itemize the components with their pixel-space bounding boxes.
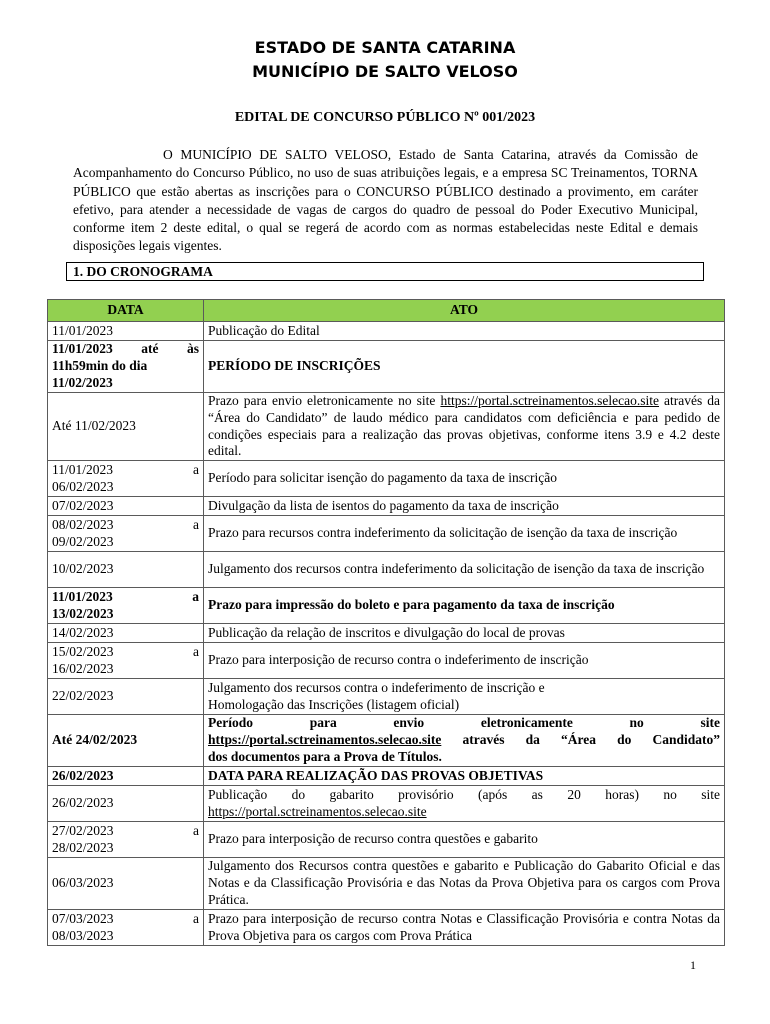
row-date: 22/02/2023 [48,679,204,715]
row-act: Publicação do Edital [204,322,725,341]
row-act: Período para solicitar isenção do pagamento da taxa de inscrição [204,461,725,497]
row-date: 26/02/2023 [48,786,204,822]
date-time: 11h59min do dia [52,358,148,374]
row-act: Prazo para envio eletronicamente no site https://portal.sctreinamentos.selecao.site através da “Área do Candidato” de laudo médico para candidatos com deficiência e para pedido de condições especiais para a realização das provas objetivas, conforme itens 3.9 e 4.2 deste edital. [204,393,725,461]
header-date: DATA [48,300,204,322]
date-connector: às [186,341,199,357]
table-row [48,393,725,461]
row-date [48,341,204,393]
row-act: PERÍODO DE INSCRIÇÕES [204,341,725,393]
row-date: 14/02/2023 [48,624,204,643]
row-act: DATA PARA REALIZAÇÃO DAS PROVAS OBJETIVAS [204,767,725,786]
row-act: Julgamento dos recursos contra o indeferimento de inscrição e Homologação das Inscrições (listagem oficial) [204,679,725,715]
table-row [48,322,725,341]
row-act: Publicação do gabarito provisório (após as 20 horas) no site https://portal.sctreinamentos.selecao.site [204,786,725,822]
header-municipality: MUNICÍPIO DE SALTO VELOSO [252,62,518,81]
row-date: 11/01/2023 a 13/02/2023 [48,588,204,624]
date-end: 11/02/2023 [52,374,113,390]
portal-link[interactable]: https://portal.sctreinamentos.selecao.site [208,732,442,748]
row-act: Prazo para interposição de recurso contra Notas e Classificação Provisória e contra Notas da Prova Objetiva para os cargos com Prova Prática [204,910,725,946]
row-date: 26/02/2023 [48,767,204,786]
portal-link[interactable]: https://portal.sctreinamentos.selecao.site [208,803,427,819]
date-start: 11/01/2023 [52,341,113,357]
row-act: Prazo para recursos contra indeferimento da solicitação de isenção da taxa de inscrição [204,516,725,552]
table-row [48,715,725,767]
table-row [48,341,725,393]
table-row [48,910,725,946]
row-act: Julgamento dos Recursos contra questões e gabarito e Publicação do Gabarito Oficial e das Notas e da Classificação Provisória e das Notas da Prova Objetiva para os cargos com Prova Prática. [204,858,725,910]
section-title: 1. DO CRONOGRAMA [66,262,704,281]
table-row [48,461,725,497]
row-act: Divulgação da lista de isentos do pagamento da taxa de inscrição [204,497,725,516]
row-date: 07/03/2023 a 08/03/2023 [48,910,204,946]
row-date: 15/02/2023 a 16/02/2023 [48,643,204,679]
table-row [48,497,725,516]
table-row [48,643,725,679]
row-date: Até 11/02/2023 [48,393,204,461]
row-act: Prazo para interposição de recurso contra o indeferimento de inscrição [204,643,725,679]
table-row [48,767,725,786]
table-row [48,552,725,588]
row-act: Prazo para impressão do boleto e para pagamento da taxa de inscrição [204,588,725,624]
table-row [48,786,725,822]
table-header-row [48,300,725,322]
row-date: Até 24/02/2023 [48,715,204,767]
row-date: 27/02/2023 a 28/02/2023 [48,822,204,858]
header-state: ESTADO DE SANTA CATARINA [254,38,516,57]
table-row [48,624,725,643]
header-act: ATO [204,300,725,322]
row-date: 11/01/2023 [48,322,204,341]
row-act: Período para envio eletronicamente no site https://portal.sctreinamentos.selecao.site através da “Área do Candidato” dos documentos para a Prova de Títulos. [204,715,725,767]
table-row [48,679,725,715]
row-act: Prazo para interposição de recurso contra questões e gabarito [204,822,725,858]
table-row [48,516,725,552]
table-row [48,588,725,624]
schedule-table [47,299,725,946]
intro-paragraph: O MUNICÍPIO DE SALTO VELOSO, Estado de Santa Catarina, através da Comissão de Acompanhamento do Concurso Público, no uso de suas atribuições legais, e a empresa SC Treinamentos, TORNA PÚBLICO que estão abertas as inscrições para o CONCURSO PÚBLICO destinado a provimento, em caráter efetivo, para atender a necessidade de vagas de cargos do quadro de pessoal do Poder Executivo Municipal, conforme item 2 deste edital, o qual se regerá de acordo com as normas estabelecidas neste Edital e demais disposições legais vigentes. [73,147,698,254]
row-date: 07/02/2023 [48,497,204,516]
row-date: 10/02/2023 [48,552,204,588]
date-connector: até [141,341,159,357]
row-date: 06/03/2023 [48,858,204,910]
table-row [48,822,725,858]
page-number: 1 [690,958,696,972]
table-row [48,858,725,910]
portal-link[interactable]: https://portal.sctreinamentos.selecao.site [440,393,660,408]
row-act: Julgamento dos recursos contra indeferimento da solicitação de isenção da taxa de inscrição [204,552,725,588]
edital-title: EDITAL DE CONCURSO PÚBLICO Nº 001/2023 [234,110,536,125]
row-act: Publicação da relação de inscritos e divulgação do local de provas [204,624,725,643]
row-date: 08/02/2023 a 09/02/2023 [48,516,204,552]
row-date: 11/01/2023 a 06/02/2023 [48,461,204,497]
